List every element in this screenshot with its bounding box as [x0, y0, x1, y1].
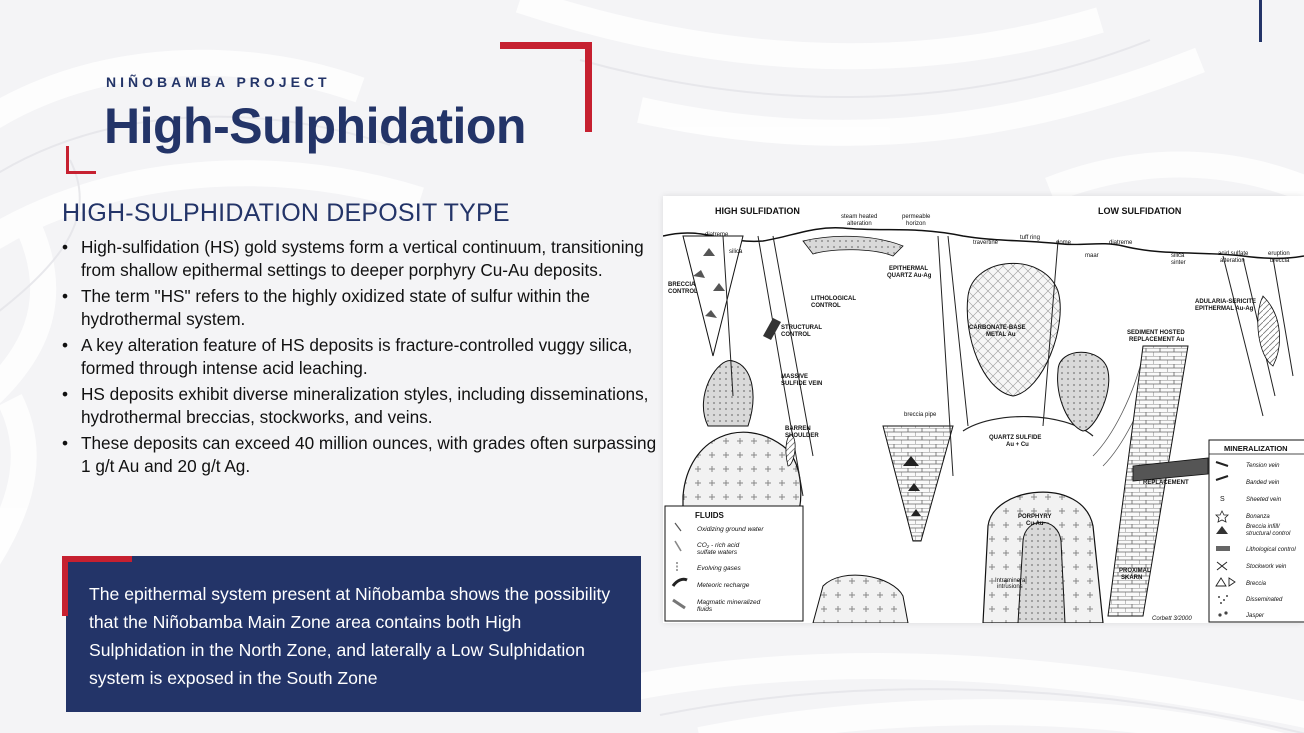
- section-heading: HIGH-SULPHIDATION DEPOSIT TYPE: [62, 199, 510, 227]
- label-intramineral-2: intrusions: [997, 584, 1023, 590]
- label-adularia-1: ADULARIA-SERICITE: [1195, 299, 1256, 305]
- fluid-evolving-gases: Evolving gases: [697, 565, 741, 572]
- min-disseminated: Disseminated: [1246, 597, 1283, 603]
- bullet-text: These deposits can exceed 40 million ounces, with grades often surpassing 1 g/t Au and 20 g/t Ag.: [81, 433, 657, 476]
- mineralization-legend-title: MINERALIZATION: [1224, 444, 1288, 453]
- bullet-dot: •: [62, 237, 69, 257]
- bullet-dot: •: [62, 433, 69, 453]
- label-structural-2: CONTROL: [781, 332, 811, 338]
- fluid-meteoric: Meteoric recharge: [697, 582, 750, 589]
- label-silica-sinter-2: sinter: [1171, 260, 1186, 266]
- fluid-magmatic-2: fluids: [697, 606, 713, 613]
- top-right-accent-line: [1259, 0, 1262, 42]
- label-maar: maar: [1085, 253, 1099, 259]
- label-breccia-control-2: CONTROL: [668, 289, 698, 295]
- label-adularia-2: EPITHERMAL Au-Ag: [1195, 306, 1254, 312]
- callout-text: The epithermal system present at Niñobamba shows the possibility that the Niñobamba Main Zone area contains both High Sulphidation in the North Zone, and laterally a Low Sulphidation system is exposed in the South Zone: [89, 584, 611, 688]
- bullet-dot: •: [62, 384, 69, 404]
- bullet-text: A key alteration feature of HS deposits is fracture-controlled vuggy silica, formed through intense acid leaching.: [81, 335, 633, 378]
- label-porphyry-1: PORPHYRY: [1018, 514, 1052, 520]
- fluid-oxidizing: Oxidizing ground water: [697, 526, 764, 533]
- mineralization-legend: [1209, 440, 1304, 622]
- bullet-dot: •: [62, 335, 69, 355]
- label-massive-2: SULFIDE VEIN: [781, 381, 823, 387]
- label-lithological-2: CONTROL: [811, 303, 841, 309]
- label-alteration: alteration: [847, 221, 872, 227]
- slide-title: High-Sulphidation: [104, 98, 526, 154]
- label-sediment-1: SEDIMENT HOSTED: [1127, 330, 1185, 336]
- min-sheeted-vein: Sheeted vein: [1246, 497, 1282, 503]
- label-eruption-1: eruption: [1268, 251, 1290, 257]
- bullet-list: [62, 236, 662, 481]
- label-massive-1: MASSIVE: [781, 374, 809, 380]
- bullet-text: The term "HS" refers to the highly oxidized state of sulfur within the hydrothermal system.: [81, 286, 590, 329]
- title-bracket-bottom-left: [66, 146, 96, 174]
- min-jasper: Jasper: [1246, 613, 1265, 619]
- bullet-item: [62, 285, 662, 330]
- project-eyebrow: NIÑOBAMBA PROJECT: [106, 74, 331, 90]
- label-permeable: permeable: [902, 214, 931, 220]
- bullet-item: [62, 236, 662, 281]
- bullet-text: High-sulfidation (HS) gold systems form a vertical continuum, transitioning from shallow epithermal settings to deeper porphyry Cu-Au deposits.: [81, 237, 644, 280]
- label-structural-1: STRUCTURAL: [781, 325, 822, 331]
- fluids-legend-title: FLUIDS: [695, 511, 724, 520]
- fluid-magmatic-1: Magmatic mineralized: [697, 599, 761, 606]
- bullet-item: [62, 334, 662, 379]
- label-lithological-1: LITHOLOGICAL: [811, 296, 856, 302]
- fluid-co2-2: sulfate waters: [697, 549, 738, 556]
- min-sheeted-symbol: S: [1220, 496, 1225, 503]
- label-silica: silica: [729, 249, 743, 255]
- label-sediment-2: REPLACEMENT Au: [1129, 337, 1185, 343]
- label-steam-heated: steam heated: [841, 214, 878, 220]
- min-bonanza: Bonanza: [1246, 514, 1270, 520]
- label-acid-sulfate-1: acid sulfate: [1218, 251, 1249, 257]
- label-diatreme-right: diatreme: [1109, 240, 1133, 246]
- min-lithological: Lithological control: [1246, 547, 1296, 553]
- label-barren-2: SHOULDER: [785, 433, 819, 439]
- label-dome: dome: [1056, 240, 1072, 246]
- label-breccia-pipe: breccia pipe: [904, 412, 937, 418]
- label-credit: Corbett 3/2000: [1152, 616, 1192, 622]
- label-proximal-1: PROXIMAL: [1119, 568, 1151, 574]
- label-travertine: travertine: [973, 240, 999, 246]
- label-carbonate-2: METAL Au: [986, 332, 1016, 338]
- min-breccia: Breccia: [1246, 581, 1267, 587]
- label-silica-sinter-1: silica: [1171, 253, 1185, 259]
- bullet-item: [62, 383, 662, 428]
- label-porphyry-2: Cu Au: [1026, 521, 1044, 527]
- label-epithermal-1: EPITHERMAL: [889, 266, 928, 272]
- label-eruption-2: breccia: [1270, 258, 1290, 264]
- min-banded-vein: Banded vein: [1246, 480, 1280, 486]
- bullet-item: [62, 432, 662, 477]
- min-breccia-infill-2: structural control: [1246, 531, 1291, 537]
- fluids-legend: [665, 506, 803, 621]
- bullet-dot: •: [62, 286, 69, 306]
- bullet-text: HS deposits exhibit diverse mineralization styles, including disseminations, hydrothermal breccias, stockworks, and veins.: [81, 384, 649, 427]
- label-quartz-sulfide-1: QUARTZ SULFIDE: [989, 435, 1042, 441]
- callout-red-accent: [62, 556, 132, 616]
- min-stockwork: Stockwork vein: [1246, 564, 1287, 570]
- label-intramineral-1: Intramineral: [995, 578, 1027, 584]
- label-horizon: horizon: [906, 221, 926, 227]
- label-barren-1: BARREN: [785, 426, 811, 432]
- callout-box: [66, 556, 641, 712]
- deposit-model-diagram: [663, 196, 1304, 623]
- fluid-co2-1: CO₂ - rich acid: [697, 542, 740, 549]
- diagram-title-ls: LOW SULFIDATION: [1098, 206, 1182, 216]
- min-tension-vein: Tension vein: [1246, 463, 1280, 469]
- label-diatreme: diatreme: [705, 232, 729, 238]
- label-tuff-ring: tuff ring: [1020, 235, 1040, 241]
- label-breccia-control-1: BRECCIA: [668, 282, 696, 288]
- label-replacement: REPLACEMENT: [1143, 480, 1189, 486]
- label-proximal-2: SKARN: [1121, 575, 1143, 581]
- min-breccia-infill-1: Breccia infill/: [1246, 524, 1280, 530]
- label-quartz-sulfide-2: Au + Cu: [1006, 442, 1029, 448]
- deposit-model-svg: [663, 196, 1304, 623]
- label-carbonate-1: CARBONATE-BASE: [969, 325, 1026, 331]
- diagram-title-hs: HIGH SULFIDATION: [715, 206, 800, 216]
- label-epithermal-2: QUARTZ Au-Ag: [887, 273, 932, 279]
- label-acid-sulfate-2: alteration: [1220, 258, 1245, 264]
